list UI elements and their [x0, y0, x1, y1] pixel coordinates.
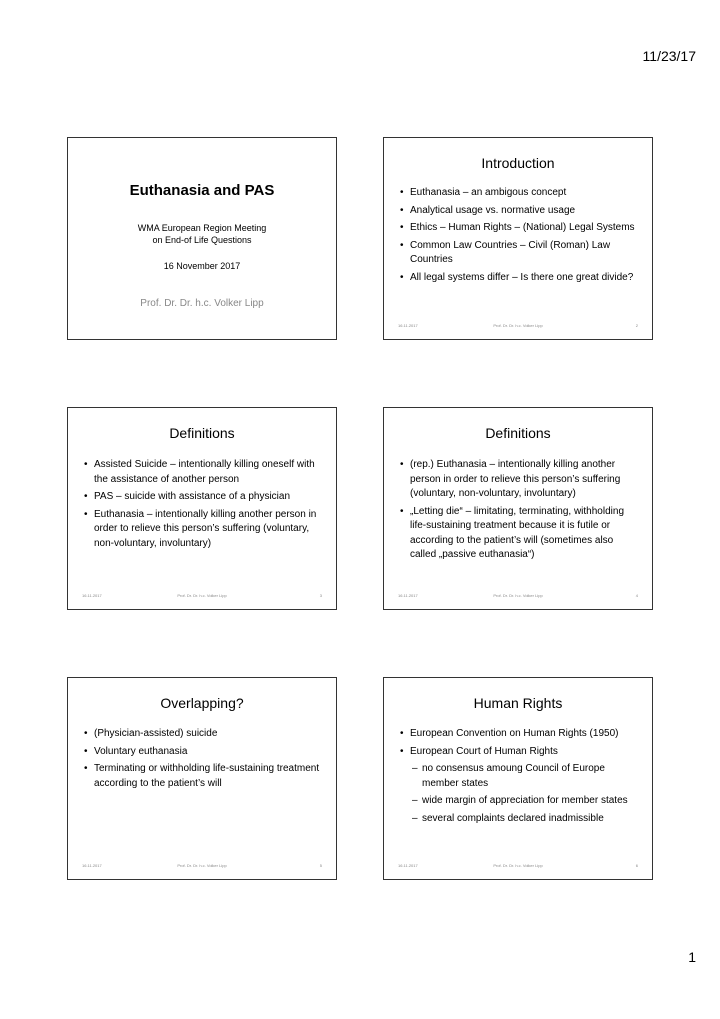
- slide-footer: [398, 323, 638, 331]
- footer-slide-number: 5: [319, 863, 322, 868]
- bullet-item: • Terminating or withholding life-sustaining treatment according to the patient’s will: [82, 762, 324, 791]
- slide-title: Definitions: [169, 425, 235, 441]
- bullet-item: • PAS – suicide with assistance of a physician: [82, 490, 324, 505]
- footer-date: 16.11.2017: [82, 863, 102, 868]
- slide-3-definitions: [67, 407, 337, 610]
- slide-footer: [398, 593, 638, 601]
- slide-footer: [82, 593, 322, 601]
- sub-bullet-item: – several complaints declared inadmissible: [398, 812, 640, 827]
- meeting-line-2: on End-of Life Questions: [152, 235, 252, 245]
- bullet-item: • Ethics – Human Rights – (National) Legal Systems: [398, 221, 640, 236]
- page-number: 1: [688, 949, 696, 965]
- footer-slide-number: 2: [635, 323, 638, 328]
- slide-footer: [82, 863, 322, 871]
- meeting-name: [68, 222, 336, 246]
- slide-4-definitions: [383, 407, 653, 610]
- bullet-item: • Assisted Suicide – intentionally killing oneself with the assistance of another person: [82, 458, 324, 487]
- slide-5-overlapping: [67, 677, 337, 880]
- sub-bullet-item: – wide margin of appreciation for member states: [398, 794, 640, 809]
- bullet-list: [82, 458, 324, 554]
- footer-author: Prof. Dr. Dr. h.c. Volker Lipp: [493, 863, 543, 868]
- footer-date: 16.11.2017: [398, 323, 418, 328]
- slide-title: Human Rights: [473, 695, 563, 711]
- bullet-item: • Euthanasia – intentionally killing another person in order to relieve this person’s suffering (voluntary, non-voluntary, involuntary): [82, 508, 324, 552]
- bullet-item: • Common Law Countries – Civil (Roman) Law Countries: [398, 239, 640, 268]
- footer-slide-number: 6: [635, 863, 638, 868]
- slide-6-human-rights: [383, 677, 653, 880]
- bullet-item: • European Court of Human Rights: [398, 745, 640, 760]
- slide-title: Overlapping?: [160, 695, 244, 711]
- slide-title: Introduction: [481, 155, 555, 171]
- slide-2-introduction: [383, 137, 653, 340]
- presentation-title: Euthanasia and PAS: [129, 182, 275, 199]
- bullet-item: • Analytical usage vs. normative usage: [398, 204, 640, 219]
- bullet-item: • „Letting die“ – limitating, terminating, withholding life-sustaining treatment because it is futile or according to the patient’s will (sometimes also called „passive euthanasia“): [398, 505, 640, 563]
- footer-slide-number: 3: [319, 593, 322, 598]
- slide-1-title: [67, 137, 337, 340]
- presentation-author: Prof. Dr. Dr. h.c. Volker Lipp: [140, 298, 264, 309]
- slide-footer: [398, 863, 638, 871]
- bullet-item: • All legal systems differ – Is there one great divide?: [398, 271, 640, 286]
- bullet-list: [82, 727, 324, 794]
- slide-title: Definitions: [485, 425, 551, 441]
- bullet-item: • European Convention on Human Rights (1950): [398, 727, 640, 742]
- meeting-line-1: WMA European Region Meeting: [137, 223, 267, 233]
- bullet-list: [398, 458, 640, 566]
- sub-bullet-item: – no consensus amoung Council of Europe member states: [398, 762, 640, 791]
- footer-author: Prof. Dr. Dr. h.c. Volker Lipp: [493, 593, 543, 598]
- bullet-item: • (rep.) Euthanasia – intentionally killing another person in order to relieve this person’s suffering (voluntary, non-voluntary, involuntary): [398, 458, 640, 502]
- footer-date: 16.11.2017: [82, 593, 102, 598]
- bullet-list: [398, 727, 640, 829]
- page-date: 11/23/17: [642, 48, 696, 64]
- footer-author: Prof. Dr. Dr. h.c. Volker Lipp: [177, 593, 227, 598]
- footer-date: 16.11.2017: [398, 863, 418, 868]
- bullet-item: • Voluntary euthanasia: [82, 745, 324, 760]
- bullet-item: • (Physician-assisted) suicide: [82, 727, 324, 742]
- footer-author: Prof. Dr. Dr. h.c. Volker Lipp: [493, 323, 543, 328]
- footer-slide-number: 4: [635, 593, 638, 598]
- bullet-item: • Euthanasia – an ambigous concept: [398, 186, 640, 201]
- footer-date: 16.11.2017: [398, 593, 418, 598]
- presentation-date: 16 November 2017: [163, 261, 241, 271]
- bullet-list: [398, 186, 640, 288]
- footer-author: Prof. Dr. Dr. h.c. Volker Lipp: [177, 863, 227, 868]
